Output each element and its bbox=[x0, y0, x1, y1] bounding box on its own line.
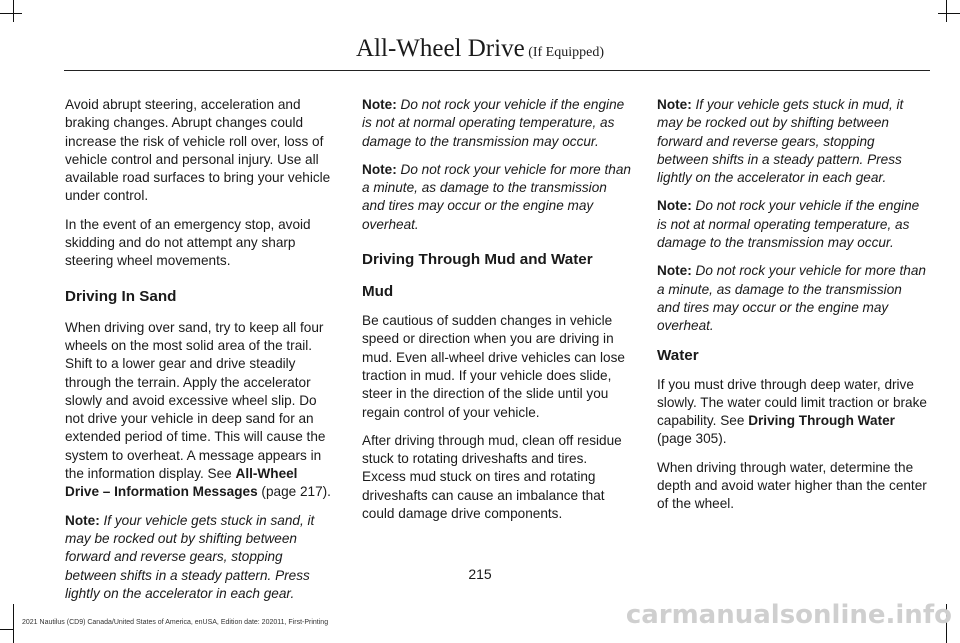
subsection-heading-mud: Mud bbox=[362, 283, 394, 301]
note-text: If your vehicle gets stuck in mud, it may be rocked out by shifting between forward and reverse gears, stopping between shifts in a steady pattern. Press lightly on the accelerator in each gear. bbox=[657, 97, 904, 186]
note-label: Note: bbox=[657, 198, 692, 214]
page-reference: (page 305). bbox=[657, 431, 727, 447]
column-left bbox=[65, 96, 335, 613]
crop-mark bbox=[13, 604, 14, 643]
note-text: Do not rock your vehicle if the engine is not at normal operating temperature, as damage to the transmission may occur. bbox=[657, 198, 920, 251]
crop-mark bbox=[946, 0, 947, 22]
note-text: If your vehicle gets stuck in sand, it may be rocked out by shifting between forward and reverse gears, stopping between shifts in a steady pattern. Press lightly on the accelerator in each gear. bbox=[65, 512, 315, 601]
paragraph: When driving through water, determine the depth and avoid water higher than the center of the wheel. bbox=[657, 459, 927, 512]
page-title-main: All-Wheel Drive bbox=[356, 35, 525, 62]
watermark: carmanualsonline.info bbox=[625, 600, 952, 630]
note-label: Note: bbox=[657, 263, 692, 279]
paragraph-text: If you must drive through deep water, drive slowly. The water could limit traction or brake capability. See bbox=[657, 376, 927, 429]
page-number: 215 bbox=[468, 566, 492, 582]
cross-reference-link[interactable]: All-Wheel Drive – Information Messages bbox=[65, 466, 298, 500]
header-divider bbox=[64, 70, 930, 71]
column-right bbox=[657, 96, 927, 524]
paragraph: Avoid abrupt steering, acceleration and braking changes. Abrupt changes could increase the risk of vehicle roll over, loss of vehicle control and personal injury. Use all available road surfaces to bring your vehicle under control. bbox=[65, 97, 331, 204]
crop-mark bbox=[0, 629, 14, 630]
note-label: Note: bbox=[65, 512, 100, 528]
page-title bbox=[0, 34, 960, 68]
crop-mark bbox=[938, 13, 960, 14]
page-reference: (page 217). bbox=[257, 484, 331, 500]
note-text: Do not rock your vehicle for more than a minute, as damage to the transmission and tires may occur or the engine may overheat. bbox=[657, 263, 926, 334]
paragraph: In the event of an emergency stop, avoid skidding and do not attempt any sharp steering wheel movements. bbox=[65, 216, 311, 269]
section-heading-sand: Driving In Sand bbox=[65, 287, 177, 305]
note bbox=[657, 262, 927, 335]
note bbox=[657, 197, 927, 252]
column-middle bbox=[362, 96, 632, 533]
note bbox=[362, 161, 632, 234]
note-label: Note: bbox=[362, 97, 397, 112]
note bbox=[657, 96, 927, 187]
section-heading-mud-water: Driving Through Mud and Water bbox=[362, 251, 593, 269]
page-title-suffix: (If Equipped) bbox=[524, 45, 604, 60]
note-text: Do not rock your vehicle if the engine is not at normal operating temperature, as damage to the transmission may occur. bbox=[362, 97, 625, 149]
note-label: Note: bbox=[362, 161, 397, 177]
subsection-heading-water: Water bbox=[657, 346, 699, 364]
note-text: Do not rock your vehicle for more than a minute, as damage to the transmission and tires may occur or the engine may overheat. bbox=[362, 161, 631, 232]
cross-reference-link[interactable]: Driving Through Water bbox=[748, 413, 895, 429]
footer-edition-info: 2021 Nautilus (CD9) Canada/United States of America, enUSA, Edition date: 202011, First-Printing bbox=[22, 619, 329, 626]
paragraph-text: When driving over sand, try to keep all four wheels on the most solid area of the trail. Shift to a lower gear and drive steadily through the terrain. Apply the accelerator slowly and avoid excessive wheel slip. Do not drive your vehicle in deep sand for an extended period of time. This will cause the system to overheat. A message appears in the information display. See bbox=[65, 319, 326, 482]
note bbox=[65, 512, 335, 603]
note bbox=[362, 96, 632, 151]
note-label: Note: bbox=[657, 97, 692, 112]
paragraph: After driving through mud, clean off residue stuck to rotating driveshafts and tires. Excess mud stuck on tires and rotating driveshafts can cause an imbalance that could damage drive components. bbox=[362, 432, 622, 522]
crop-mark bbox=[0, 13, 22, 14]
paragraph: Be cautious of sudden changes in vehicle speed or direction when you are driving in mud. Even all-wheel drive vehicles can lose traction in mud. If your vehicle does slide, steer in the direction of the slide until you regain control of your vehicle. bbox=[362, 313, 625, 420]
paragraph bbox=[65, 319, 335, 502]
paragraph bbox=[657, 376, 927, 449]
crop-mark bbox=[13, 0, 14, 22]
